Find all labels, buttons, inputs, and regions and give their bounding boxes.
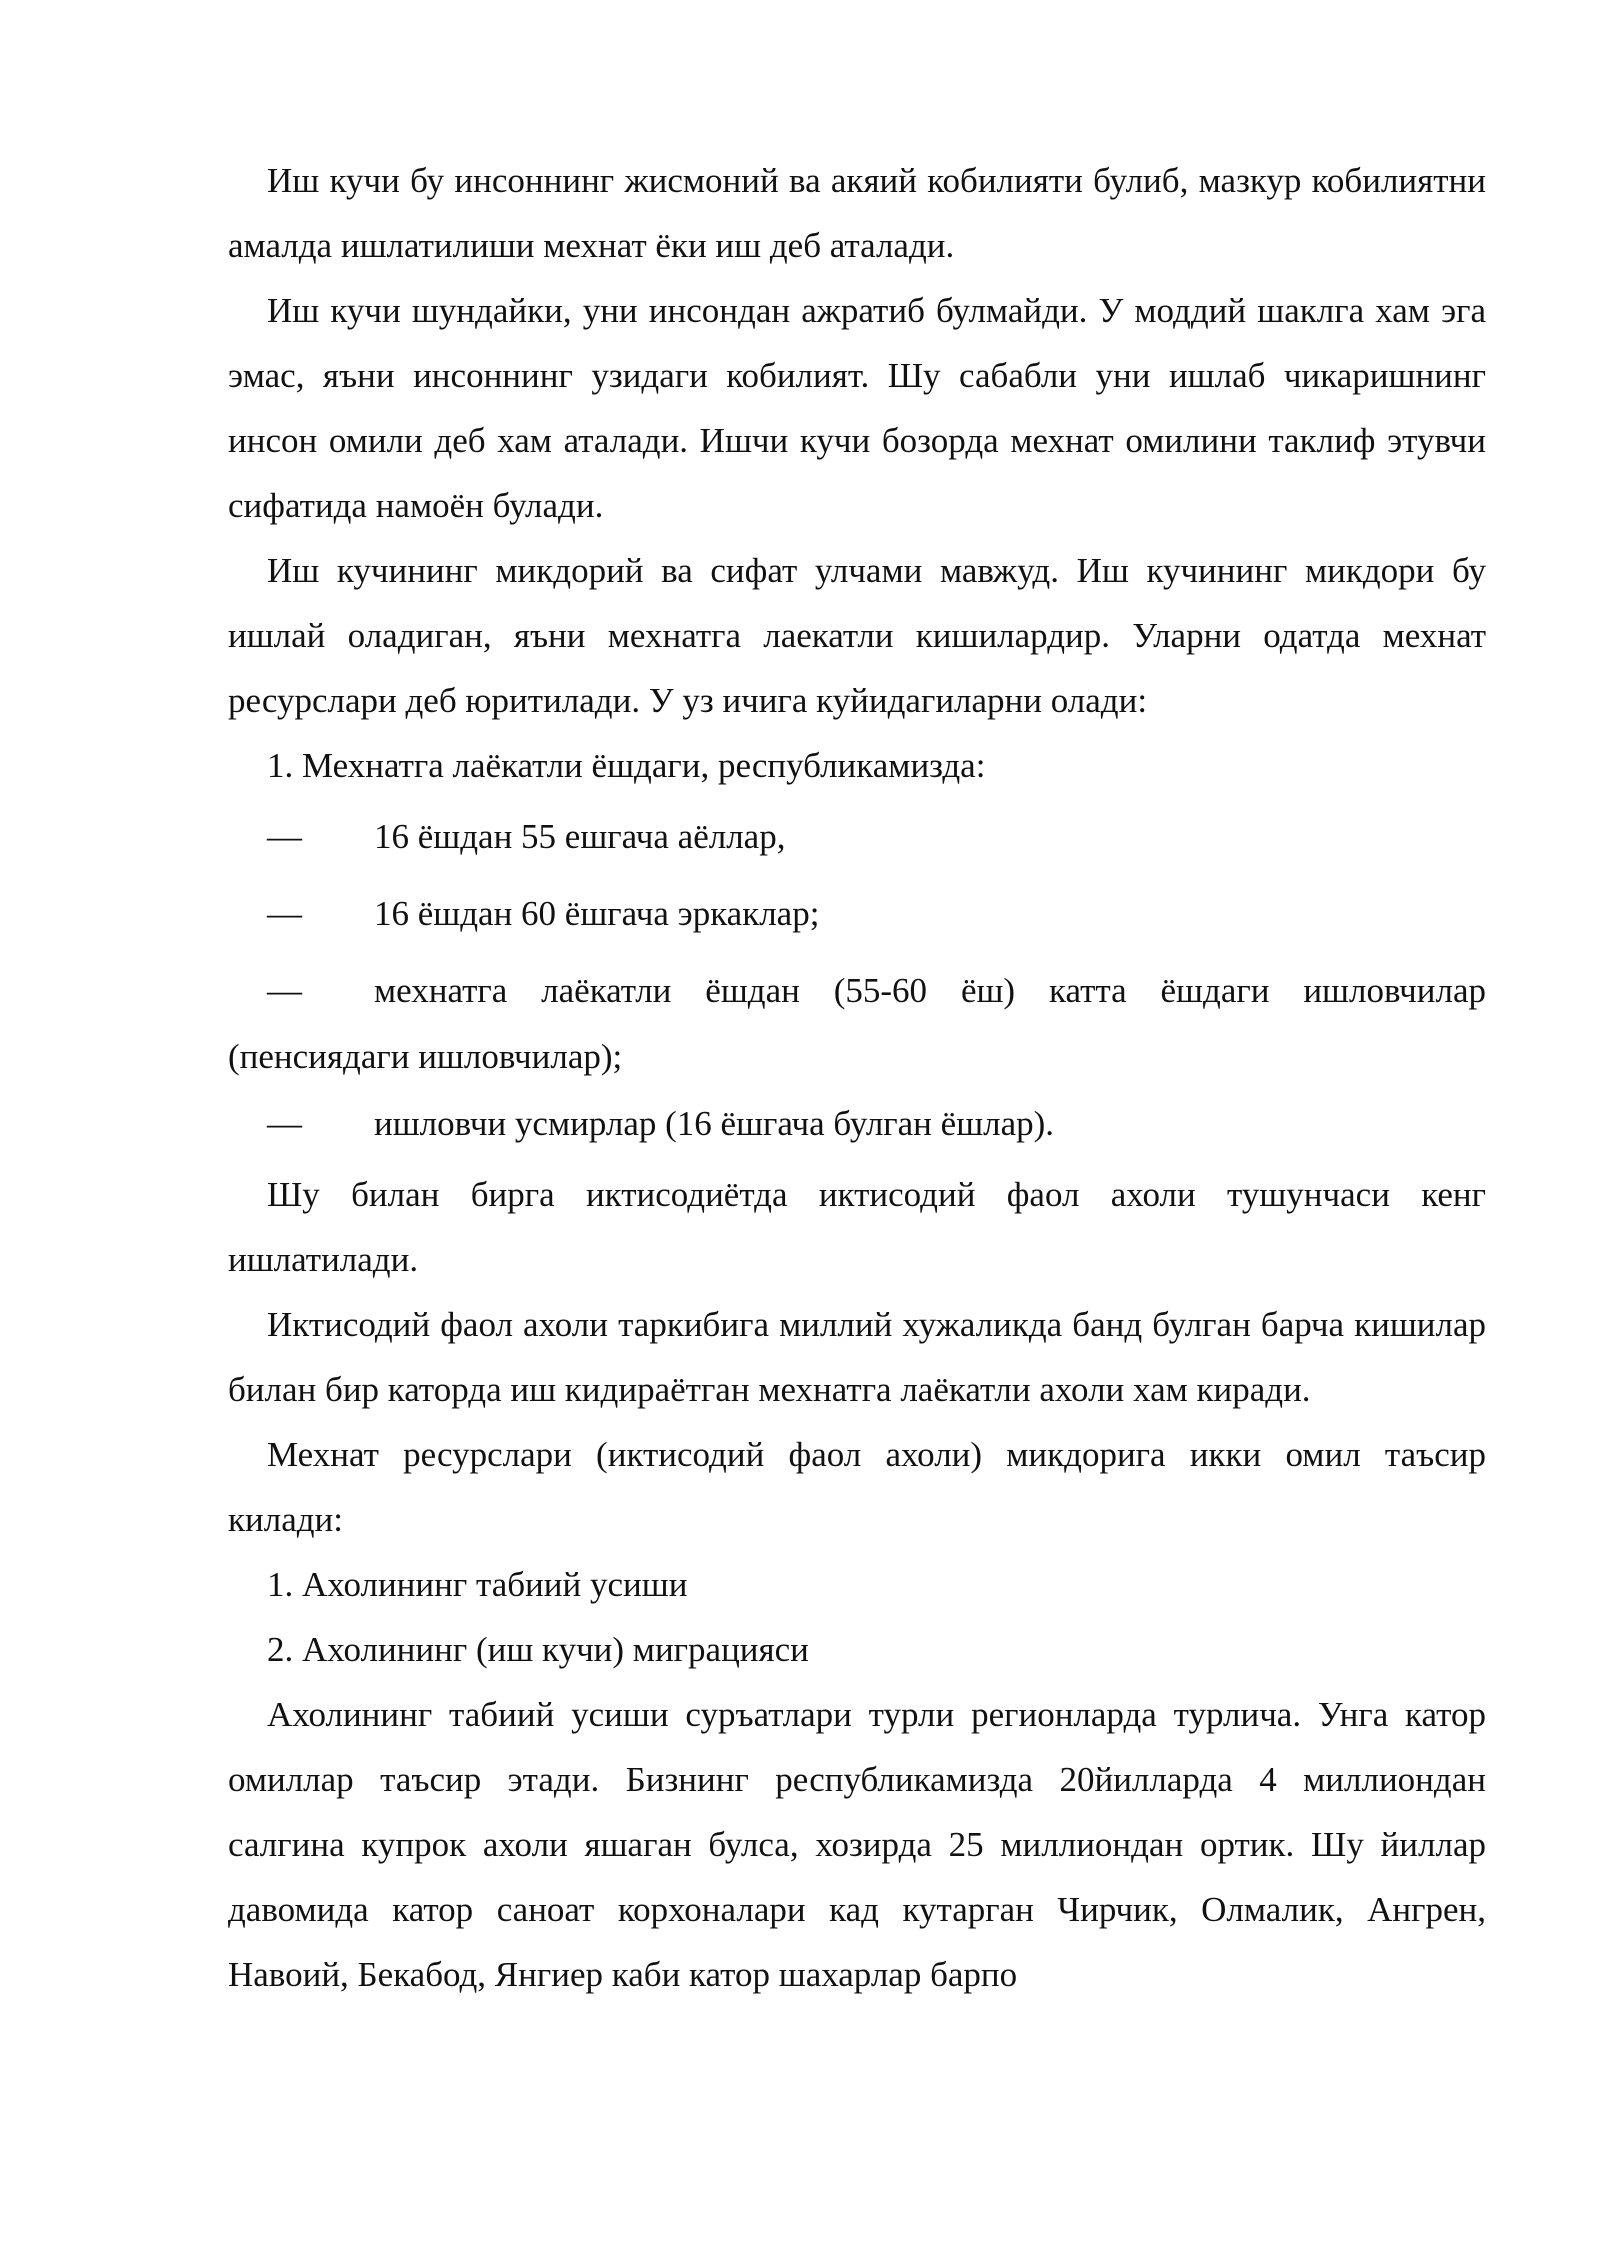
paragraph-active-population-composition: Иктисодий фаол ахоли таркибига миллий хужаликда банд булган барча кишилар билан бир каторда иш кидираётган мехнатга лаёкатли ахоли хам киради.	[228, 1305, 1486, 1409]
paragraph-economically-active: Шу билан бирга иктисодиётда иктисодий фаол ахоли тушунчаси кенг ишлатилади.	[228, 1175, 1486, 1279]
dash-list-item-text-first-line: мехнатга лаёкатли ёшдан (55-60 ёш) катта ёшдаги ишловчилар	[374, 971, 1486, 1010]
dash-list-item	[228, 1085, 1486, 1162]
paragraph-factors-intro: Мехнат ресурслари (иктисодий фаол ахоли) микдорига икки омил таъсир килади:	[228, 1435, 1486, 1539]
list-item-migration: 2. Ахолининг (иш кучи) миграцияси	[267, 1630, 809, 1669]
paragraph-labor-force-human-factor: Иш кучи шундайки, уни инсондан ажратиб булмайди. У моддий шаклга хам эга эмас, яъни инсоннинг узидаги кобилият. Шу сабабли уни ишлаб чикаришнинг инсон омили деб хам аталади. Ишчи кучи бозорда мехнат омилини таклиф этувчи сифатида намоён булади.	[228, 291, 1486, 525]
paragraph-labor-resources: Иш кучининг микдорий ва сифат улчами мавжуд. Иш кучининг микдори бу ишлай оладиган, яъни мехнатга лаекатли кишилардир. Уларни одатда мехнат ресурслари деб юритилади. У уз ичига куйидагиларни олади:	[228, 551, 1486, 720]
dash-list-item-text: ишловчи усмирлар (16 ёшгача булган ёшлар).	[374, 1104, 1055, 1143]
paragraph-labor-force-definition: Иш кучи бу инсоннинг жисмоний ва акяий кобилияти булиб, мазкур кобилиятни амалда ишлатилиши мехнат ёки иш деб аталади.	[228, 161, 1486, 265]
dash-list-item	[228, 875, 1486, 952]
dash-list-item-text-continuation: (пенсиядаги ишловчилар);	[228, 1037, 623, 1076]
dash-list-item-text: 16 ёшдан 60 ёшгача эркаклар;	[374, 894, 820, 933]
dash-list-item-text: 16 ёшдан 55 ешгача аёллар,	[374, 817, 786, 856]
list-item-natural-growth: 1. Ахолининг табиий усиши	[267, 1565, 688, 1604]
list-item-working-age: 1. Мехнатга лаёкатли ёшдаги, республикамизда:	[267, 746, 986, 785]
dash-list-item	[228, 952, 1486, 1085]
dash-marker: —	[267, 971, 302, 1010]
dash-marker: —	[267, 1104, 302, 1143]
dash-list-item	[228, 798, 1486, 875]
document-page	[228, 148, 1486, 2007]
dash-marker: —	[267, 894, 302, 933]
paragraph-natural-growth-rates: Ахолининг табиий усиши суръатлари турли регионларда турлича. Унга катор омиллар таъсир этади. Бизнинг республикамизда 20йилларда 4 миллиондан салгина купрок ахоли яшаган булса, хозирда 25 миллиондан ортик. Шу йиллар давомида катор саноат корхоналари кад кутарган Чирчик, Олмалик, Ангрен, Навоий, Бекабод, Янгиер каби катор шахарлар барпо	[228, 1695, 1486, 1994]
dash-marker: —	[267, 817, 302, 856]
